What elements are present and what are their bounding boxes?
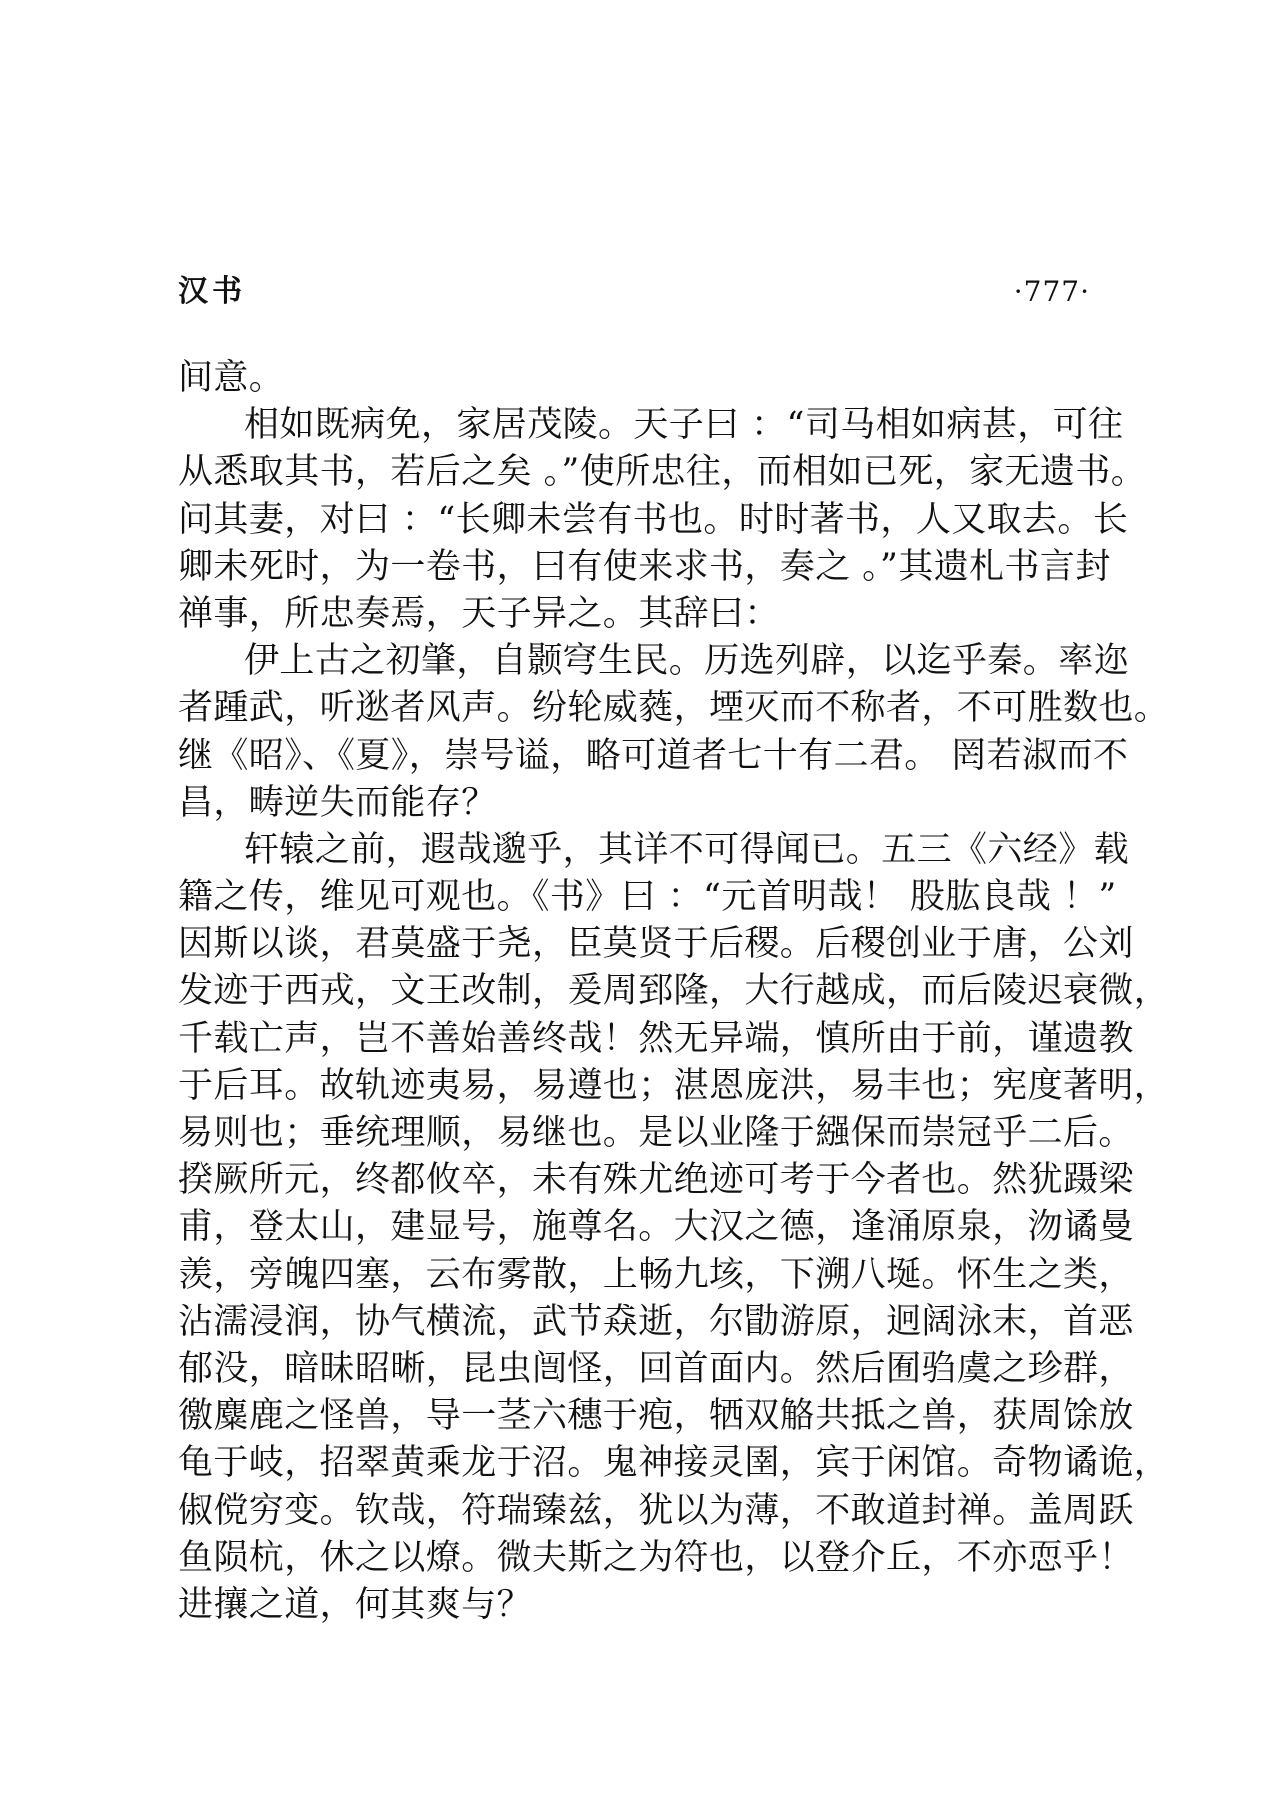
text-line: 沾濡浸润，协气横流，武节猋逝，尔勖游原，迥阔泳末，首恶 <box>178 1301 1134 1342</box>
page-number: ·777· <box>1013 275 1090 308</box>
text-line: 轩辕之前，遐哉邈乎，其详不可得闻已。五三《六经》载 <box>244 829 1130 870</box>
text-line: 昌，畴逆失而能存？ <box>178 782 497 823</box>
text-line: 籍之传，维见可观也。《书》曰 ：“元首明哉！ 股肱良哉 ！” <box>178 877 1117 918</box>
text-line: 间意。 <box>178 358 285 398</box>
text-line: 于后耳。故轨迹夷易，易遵也；湛恩庞洪，易丰也；宪度著明， <box>178 1065 1170 1106</box>
text-line: 相如既病免，家居茂陵。天子曰 ：“司马相如病甚，可往 <box>244 405 1124 446</box>
text-line: 羡，旁魄四塞，云布雾散，上畅九垓，下溯八埏。怀生之类， <box>178 1254 1134 1295</box>
text-line: 易则也；垂统理顺，易继也。是以业隆于繦保而崇冠乎二后。 <box>178 1113 1134 1153</box>
text-line: 因斯以谈，君莫盛于尧，臣莫贤于后稷。后稷创业于唐，公刘 <box>178 924 1134 965</box>
text-line: 鱼陨杭，休之以燎。微夫斯之为符也，以登介丘，不亦恧乎！ <box>178 1537 1134 1578</box>
text-line: 从悉取其书，若后之矣 。”使所忠往，而相如已死，家无遗书。 <box>178 452 1147 493</box>
text-line: 揆厥所元，终都攸卒，未有殊尤绝迹可考于今者也。然犹蹑梁 <box>178 1160 1134 1201</box>
text-line: 郁没，暗昧昭晰，昆虫闿怪，回首面内。然后囿驺虞之珍群， <box>178 1348 1134 1389</box>
text-line: 千载亡声，岂不善始善终哉！然无异端，慎所由于前，谨遗教 <box>178 1018 1134 1059</box>
text-line: 俶傥穷变。钦哉，符瑞臻兹，犹以为薄，不敢道封禅。盖周跃 <box>178 1490 1134 1531</box>
text-line: 进攘之道，何其爽与？ <box>178 1584 533 1625</box>
text-line: 禅事，所忠奏焉，天子异之。其辞曰： <box>178 593 780 634</box>
text-line: 卿未死时，为一卷书，曰有使来求书，奏之 。”其遗札书言封 <box>178 546 1111 587</box>
text-line: 继《昭》、《夏》，崇号谥，略可道者七十有二君。 罔若淑而不 <box>178 735 1129 776</box>
text-line: 发迹于西戎，文王改制，爰周郅隆，大行越成，而后陵迟衰微， <box>178 971 1170 1012</box>
book-title: 汉书 <box>178 274 246 309</box>
text-line: 问其妻，对曰 ：“长卿未尝有书也。时时著书，人又取去。长 <box>178 499 1129 540</box>
body-text <box>178 355 1170 1629</box>
text-line: 甫，登太山，建显号，施尊名。大汉之德，逢涌原泉，沕谲曼 <box>178 1207 1134 1248</box>
text-line: 龟于岐，招翠黄乘龙于沼。鬼神接灵圉，宾于闲馆。奇物谲诡， <box>178 1443 1170 1484</box>
text-line: 徼麋鹿之怪兽，导一茎六穗于疱，牺双觡共抵之兽，获周馀放 <box>178 1396 1134 1437</box>
text-line: 伊上古之初肇，自颢穹生民。历选列辟，以迄乎秦。率迩 <box>244 641 1130 682</box>
text-line: 者踵武，听逖者风声。纷轮威蕤，堙灭而不称者，不可胜数也。 <box>178 688 1170 729</box>
running-header <box>178 272 1090 312</box>
